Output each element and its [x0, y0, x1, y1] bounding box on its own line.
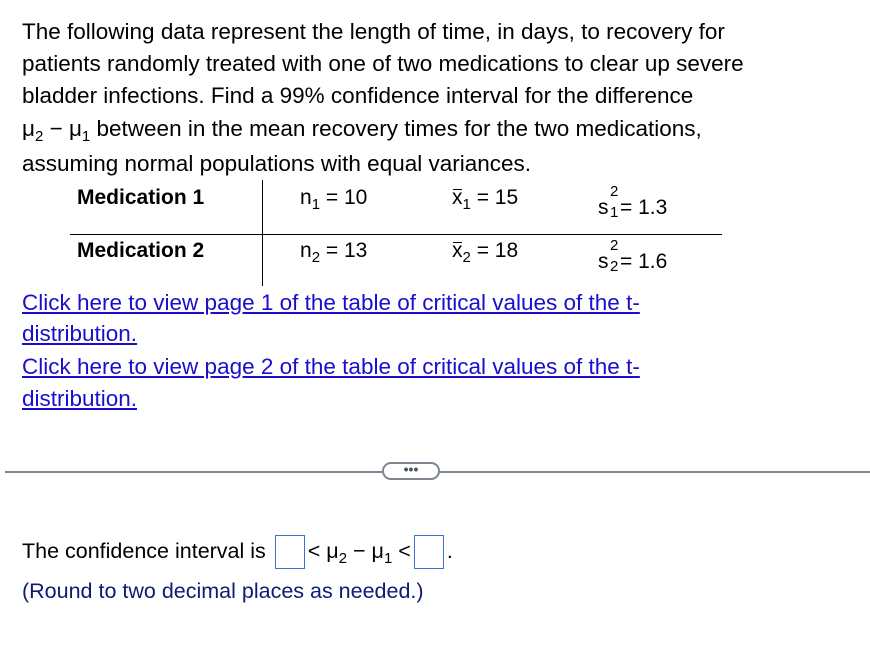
t-table-page1-link[interactable]: distribution.: [22, 321, 138, 346]
upper-bound-input[interactable]: [414, 535, 444, 569]
t-table-page2-link[interactable]: Click here to view page 2 of the table of critical values of the t-: [22, 354, 640, 379]
s2-1-value: s 2 1 = 1.3: [598, 183, 668, 221]
question-line: $\mu_2 - \mu_1$ between in the mean recovery times for the two medications,: [22, 116, 702, 145]
row-label: Medication 1: [77, 186, 205, 209]
t-table-page1-link[interactable]: Click here to view page 1 of the table of critical values of the t-: [22, 290, 640, 315]
t-table-page2-link[interactable]: distribution.: [22, 386, 138, 411]
row-label: Medication 2: [77, 239, 205, 262]
question-line-text: between in the mean recovery times for the two medications,: [90, 116, 702, 141]
lower-bound-input[interactable]: [275, 535, 305, 569]
table-vertical-divider: [262, 180, 263, 286]
n2-value: $n_2 = 13$: [300, 239, 368, 266]
answer-line: The confidence interval is < $\mu_2 - \mu_1$ < .: [22, 535, 453, 569]
inequality-expression: < $\mu_2 - \mu_1$ <: [307, 539, 411, 567]
question-line: bladder infections. Find a 99% confidence interval for the difference: [22, 83, 694, 108]
question-line: patients randomly treated with one of two medications to clear up severe: [22, 51, 744, 76]
table-horizontal-divider: [70, 234, 722, 235]
xbar1-value: $x_1 = 15$: [452, 186, 519, 213]
rounding-hint: (Round to two decimal places as needed.): [22, 579, 424, 603]
more-button[interactable]: •••: [382, 462, 440, 480]
question-line: The following data represent the length of time, in days, to recovery for: [22, 19, 725, 44]
n1-value: $n_1 = 10$: [300, 186, 368, 213]
xbar2-value: $x_2 = 18$: [452, 239, 519, 266]
s2-2-value: s 2 2 = 1.6: [598, 237, 668, 275]
answer-prefix: The confidence interval is: [22, 539, 266, 563]
question-line: assuming normal populations with equal variances.: [22, 151, 532, 176]
